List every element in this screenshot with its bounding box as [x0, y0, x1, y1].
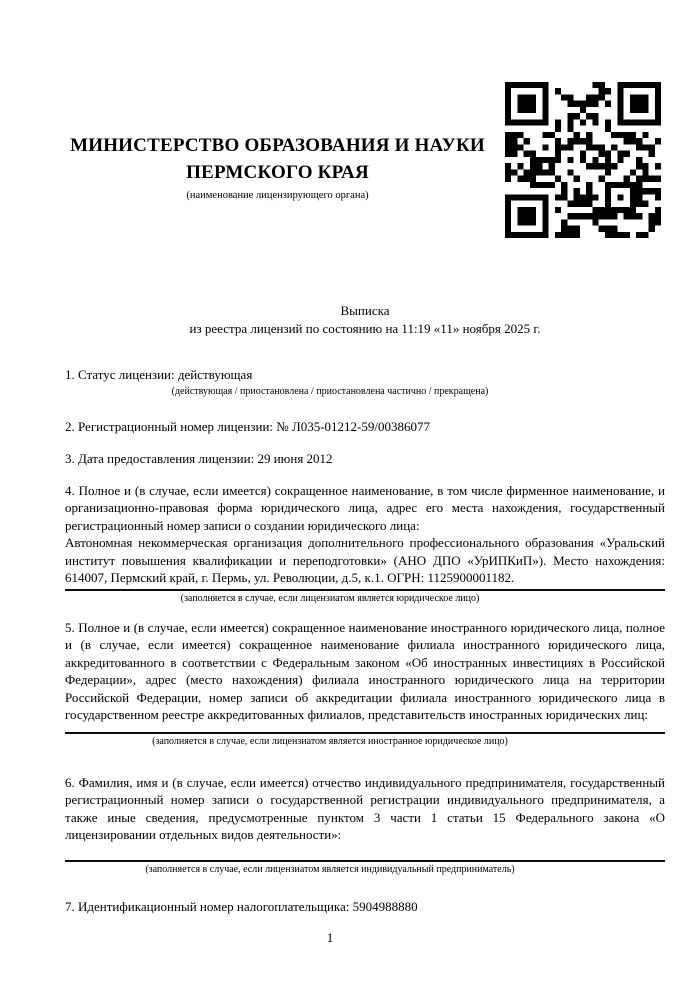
item-registration-number: 2. Регистрационный номер лицензии: № Л035-01212-59/00386077	[65, 418, 431, 434]
item-legal-entity-value: Автономная некоммерческая организация дополнительного профессионального образования «Уральский институт повышения квалификации и переподготовки» (АНО ДПО «УрИПКиП»). Место нахождения: 614007, Пермский край, г. Пермь, ул. Революции, д.5, к.1. ОГРН: 1125900001182.	[65, 535, 665, 585]
item-legal-entity	[65, 482, 665, 605]
item-license-date: 3. Дата предоставления лицензии: 29 июня 2012	[65, 451, 333, 466]
field-caption-foreign-entity: (заполняется в случае, если лицензиатом является иностранное юридическое лицо)	[152, 735, 508, 747]
licensing-authority-block	[65, 82, 490, 202]
document-title-line1: Выписка	[340, 303, 390, 318]
field-caption-individual-entrepreneur: (заполняется в случае, если лицензиатом является индивидуальный предприниматель)	[145, 863, 515, 875]
license-status-caption: (действующая / приостановлена / приостановлена частично / прекращена)	[171, 385, 489, 397]
ministry-caption: (наименование лицензирующего органа)	[186, 190, 369, 201]
qr-code-icon	[505, 82, 661, 238]
item-individual-entrepreneur-label: 6. Фамилия, имя и (в случае, если имеется) отчество индивидуального предпринимателя, государственный регистрационный номер записи о государственной регистрации индивидуального предпринимателя, а также иные сведения, предусмотренные пунктом 3 части 1 статьи 15 Федерального закона «О лицензировании отдельных видов деятельности»:	[65, 774, 665, 842]
document-header	[65, 0, 665, 238]
document-content	[65, 0, 665, 915]
field-line-foreign-entity	[65, 732, 665, 734]
item-legal-entity-label: 4. Полное и (в случае, если имеется) сокращенное наименование, в том числе фирменное наименование, и организационно-правовая форма юридического лица, адрес его места нахождения, государственный регистрационный номер записи о создании юридического лица:	[65, 482, 665, 533]
document-title-line2: из реестра лицензий по состоянию на 11:19 «11» ноября 2025 г.	[189, 321, 541, 336]
field-line-legal-entity	[65, 589, 665, 591]
qr-code-container	[505, 82, 661, 238]
item-foreign-entity-label: 5. Полное и (в случае, если имеется) сокращенное наименование иностранного юридического лица, полное и (в случае, если имеется) сокращенное наименование филиала иностранного юридического лица, аккредитованного в соответствии с Федеральным законом «Об иностранных инвестициях в Российской Федерации», адрес (место нахождения) филиала иностранного юридического лица на территории Российской Федерации, номер записи об аккредитации филиала иностранного юридического лица в государственном реестре аккредитованных филиалов, представительств иностранных юридических лиц:	[65, 619, 665, 722]
item-foreign-entity	[65, 619, 665, 748]
field-line-individual-entrepreneur	[65, 860, 665, 862]
document-title	[65, 302, 665, 338]
item-taxpayer-number: 7. Идентификационный номер налогоплательщика: 5904988880	[65, 898, 418, 914]
item-license-status: 1. Статус лицензии: действующая	[65, 367, 253, 382]
ministry-name-line1: МИНИСТЕРСТВО ОБРАЗОВАНИЯ И НАУКИ	[70, 135, 485, 156]
item-individual-entrepreneur	[65, 774, 665, 876]
page-number: 1	[326, 930, 334, 945]
ministry-name-line2: ПЕРМСКОГО КРАЯ	[186, 162, 369, 183]
field-caption-legal-entity: (заполняется в случае, если лицензиатом является юридическое лицо)	[180, 592, 480, 604]
